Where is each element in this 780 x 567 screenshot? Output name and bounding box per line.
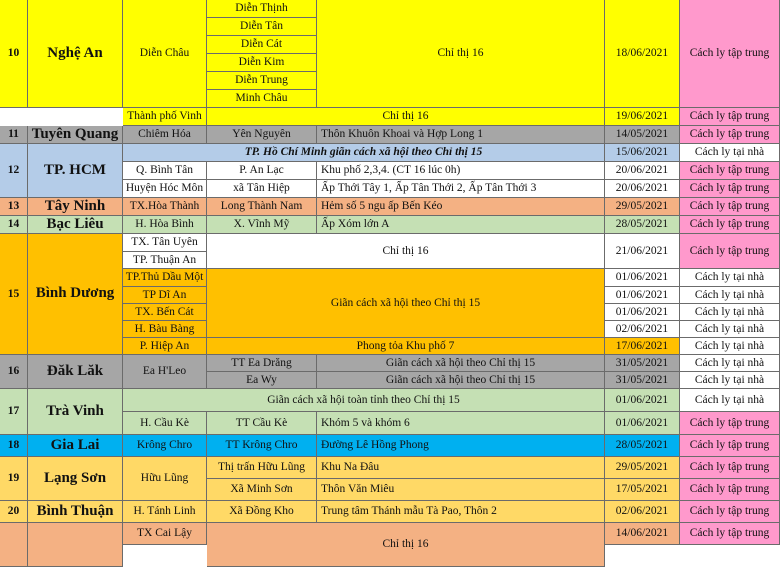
stt-cell (0, 523, 28, 567)
date-cell: 02/06/2021 (605, 321, 680, 338)
district-cell: Q. Bình Tân (123, 162, 207, 180)
district-cell: H. Tánh Linh (123, 501, 207, 523)
measure-cell: Cách ly tại nhà (680, 338, 780, 355)
commune-cell: Diễn Trung (207, 72, 317, 90)
commune-cell: TT Cầu Kè (207, 412, 317, 435)
district-cell: H. Cầu Kè (123, 412, 207, 435)
commune-cell: P. An Lạc (207, 162, 317, 180)
stt-cell: 18 (0, 435, 28, 457)
measure-cell: Cách ly tại nhà (680, 372, 780, 389)
measure-cell: Cách ly tập trung (680, 216, 780, 234)
district-cell: Krông Chro (123, 435, 207, 457)
date-cell: 28/05/2021 (605, 216, 680, 234)
commune-cell: Phong tỏa Khu phố 7 (207, 338, 605, 355)
area-cell: Giãn cách xã hội theo Chỉ thị 15 (317, 372, 605, 389)
area-cell: Trung tâm Thánh mẫu Tà Pao, Thôn 2 (317, 501, 605, 523)
measure-cell: Cách ly tại nhà (680, 355, 780, 372)
measure-cell: Cách ly tập trung (680, 523, 780, 545)
district-cell: P. Hiệp An (123, 338, 207, 355)
commune-cell: Diễn Thịnh (207, 0, 317, 18)
district-cell: Diễn Châu (123, 0, 207, 108)
measure-cell: Cách ly tập trung (680, 198, 780, 216)
province-cell: Lạng Sơn (28, 457, 123, 501)
area-cell: Thôn Khuôn Khoai và Hợp Long 1 (317, 126, 605, 144)
commune-cell: Chỉ thị 16 (207, 523, 605, 567)
area-cell: Khóm 5 và khóm 6 (317, 412, 605, 435)
date-cell: 28/05/2021 (605, 435, 680, 457)
district-cell: Giãn cách xã hội toàn tỉnh theo Chỉ thị 15 (123, 389, 605, 412)
district-cell: H. Hòa Bình (123, 216, 207, 234)
measure-cell: Cách ly tập trung (680, 501, 780, 523)
area-cell: Đường Lê Hồng Phong (317, 435, 605, 457)
measure-cell: Cách ly tập trung (680, 108, 780, 126)
stt-cell: 15 (0, 234, 28, 355)
date-cell: 31/05/2021 (605, 355, 680, 372)
province-cell: Bình Thuận (28, 501, 123, 523)
date-cell: 01/06/2021 (605, 304, 680, 321)
measure-cell: Cách ly tại nhà (680, 304, 780, 321)
measure-cell: Cách ly tập trung (680, 162, 780, 180)
date-cell: 18/06/2021 (605, 0, 680, 108)
area-cell: Hẻm số 5 ngu ấp Bến Kéo (317, 198, 605, 216)
measure-cell: Cách ly tập trung (680, 234, 780, 269)
district-cell: TX Cai Lậy (123, 523, 207, 545)
district-cell: TP. Hồ Chí Minh giãn cách xã hội theo Chỉ thị 15 (123, 144, 605, 162)
district-cell: TX. Tân Uyên (123, 234, 207, 252)
district-cell: TX.Hòa Thành (123, 198, 207, 216)
date-cell: 14/05/2021 (605, 126, 680, 144)
commune-cell: Thị trấn Hữu Lũng (207, 457, 317, 479)
province-cell: TP. HCM (28, 144, 123, 198)
stt-cell: 13 (0, 198, 28, 216)
area-cell: Thôn Văn Miêu (317, 479, 605, 501)
district-cell: Huyện Hóc Môn (123, 180, 207, 198)
date-cell: 01/06/2021 (605, 389, 680, 412)
province-cell: Tây Ninh (28, 198, 123, 216)
commune-cell: X. Vĩnh Mỹ (207, 216, 317, 234)
stt-cell: 19 (0, 457, 28, 501)
district-cell: TP.Thủ Dầu Một (123, 269, 207, 287)
date-cell: 20/06/2021 (605, 180, 680, 198)
commune-cell: Diễn Cát (207, 36, 317, 54)
measure-cell: Cách ly tập trung (680, 457, 780, 479)
measure-cell: Cách ly tập trung (680, 0, 780, 108)
stt-cell: 14 (0, 216, 28, 234)
area-cell: Giãn cách xã hội theo Chỉ thị 15 (317, 355, 605, 372)
province-cell (28, 523, 123, 567)
measure-cell: Cách ly tại nhà (680, 144, 780, 162)
area-cell: Khu phố 2,3,4. (CT 16 lúc 0h) (317, 162, 605, 180)
date-cell: 17/05/2021 (605, 479, 680, 501)
measure-cell: Cách ly tập trung (680, 479, 780, 501)
area-cell: Ấp Thới Tây 1, Ấp Tân Thới 2, Ấp Tân Thới 3 (317, 180, 605, 198)
province-cell: Gia Lai (28, 435, 123, 457)
measure-cell: Cách ly tập trung (680, 180, 780, 198)
date-cell: 01/06/2021 (605, 412, 680, 435)
stt-cell: 20 (0, 501, 28, 523)
district-cell: TP Dĩ An (123, 287, 207, 304)
stt-cell: 17 (0, 389, 28, 435)
commune-cell: Diễn Kim (207, 54, 317, 72)
commune-cell: Chỉ thị 16 (207, 234, 605, 269)
date-cell: 31/05/2021 (605, 372, 680, 389)
measure-cell: Cách ly tại nhà (680, 389, 780, 412)
commune-cell: Xã Đồng Kho (207, 501, 317, 523)
commune-cell: Minh Châu (207, 90, 317, 108)
province-cell: Tuyên Quang (28, 126, 123, 144)
date-cell: 17/06/2021 (605, 338, 680, 355)
date-cell: 14/06/2021 (605, 523, 680, 545)
date-cell: 29/05/2021 (605, 457, 680, 479)
measure-cell: Cách ly tập trung (680, 126, 780, 144)
commune-cell: xã Tân Hiệp (207, 180, 317, 198)
date-cell: 02/06/2021 (605, 501, 680, 523)
date-cell: 19/06/2021 (605, 108, 680, 126)
commune-cell: Yên Nguyên (207, 126, 317, 144)
stt-cell: 10 (0, 0, 28, 108)
commune-cell: Ea Wy (207, 372, 317, 389)
district-cell: Thành phố Vinh (123, 108, 207, 126)
area-cell: Chỉ thị 16 (317, 0, 605, 108)
commune-cell: Long Thành Nam (207, 198, 317, 216)
measure-cell: Cách ly tập trung (680, 435, 780, 457)
measure-cell: Cách ly tại nhà (680, 321, 780, 338)
province-cell: Bình Dương (28, 234, 123, 355)
measure-cell: Cách ly tại nhà (680, 269, 780, 287)
date-cell: 21/06/2021 (605, 234, 680, 269)
date-cell: 01/06/2021 (605, 287, 680, 304)
date-cell: 29/05/2021 (605, 198, 680, 216)
commune-cell: TT Ea Drăng (207, 355, 317, 372)
measure-cell: Cách ly tập trung (680, 412, 780, 435)
district-cell: TP. Thuận An (123, 252, 207, 269)
stt-cell: 12 (0, 144, 28, 198)
commune-cell: TT Krông Chro (207, 435, 317, 457)
commune-cell: Diễn Tân (207, 18, 317, 36)
district-cell: H. Bàu Bàng (123, 321, 207, 338)
date-cell: 01/06/2021 (605, 269, 680, 287)
stt-cell: 11 (0, 126, 28, 144)
commune-cell: Xã Minh Sơn (207, 479, 317, 501)
province-cell: Trà Vinh (28, 389, 123, 435)
district-cell: Hữu Lũng (123, 457, 207, 501)
area-cell: Khu Na Đâu (317, 457, 605, 479)
district-cell: Chiêm Hóa (123, 126, 207, 144)
province-cell: Bạc Liêu (28, 216, 123, 234)
date-cell: 20/06/2021 (605, 162, 680, 180)
district-cell: Ea H'Leo (123, 355, 207, 389)
area-cell: Ấp Xóm lớn A (317, 216, 605, 234)
date-cell: 15/06/2021 (605, 144, 680, 162)
stt-cell: 16 (0, 355, 28, 389)
commune-cell: Giãn cách xã hội theo Chỉ thị 15 (207, 269, 605, 338)
commune-cell: Chỉ thị 16 (207, 108, 605, 126)
province-cell: Nghệ An (28, 0, 123, 108)
district-cell: TX. Bến Cát (123, 304, 207, 321)
measure-cell: Cách ly tại nhà (680, 287, 780, 304)
province-cell: Đăk Lăk (28, 355, 123, 389)
